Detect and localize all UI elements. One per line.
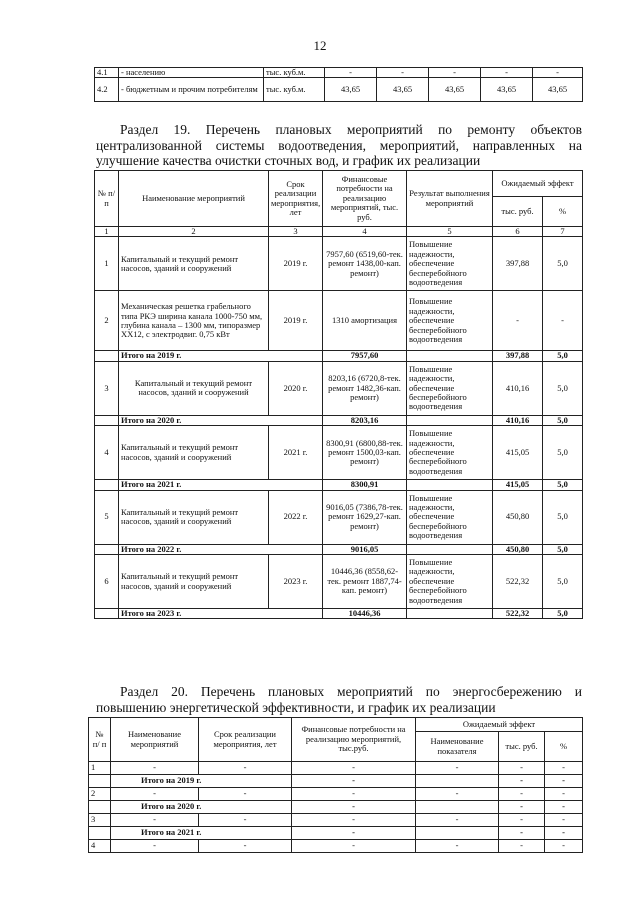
cell-value: 43,65 <box>325 78 377 102</box>
cell-result: Повышение надежности, обеспечение бесперебойного водоотведения <box>407 361 493 415</box>
cell-result: Повышение надежности, обеспечение бесперебойного водоотведения <box>407 237 493 291</box>
column-number: 6 <box>493 227 543 237</box>
cell-pct: 5,0 <box>543 237 583 291</box>
total-rub: - <box>499 801 545 814</box>
cell-value: - <box>481 68 533 78</box>
total-pct: 5,0 <box>543 480 583 490</box>
cell-num: 2 <box>95 291 119 351</box>
cell-indicator: - <box>416 840 499 853</box>
cell-name: - населению <box>119 68 264 78</box>
cell-value: - <box>325 68 377 78</box>
cell-num: 3 <box>89 814 111 827</box>
total-rub: 415,05 <box>493 480 543 490</box>
cell-indicator: - <box>416 788 499 801</box>
cell-name: Капитальный и текущий ремонт насосов, зданий и сооружений <box>119 361 269 415</box>
header-result: Результат выполнения мероприятий <box>407 171 493 227</box>
table-row <box>89 840 583 853</box>
cell-result: Повышение надежности, обеспечение бесперебойного водоотведения <box>407 426 493 480</box>
cell-pct: 5,0 <box>543 555 583 609</box>
total-row <box>89 827 583 840</box>
cell-year: 2019 г. <box>269 237 323 291</box>
total-pct: 5,0 <box>543 609 583 619</box>
cell-rub: - <box>499 762 545 775</box>
cell-indicator: - <box>416 762 499 775</box>
total-row <box>95 351 583 361</box>
cell-rub: 410,16 <box>493 361 543 415</box>
cell-result: Повышение надежности, обеспечение бесперебойного водоотведения <box>407 490 493 544</box>
cell-pct: - <box>545 814 583 827</box>
cell-year: 2022 г. <box>269 490 323 544</box>
total-label: Итого на 2019 г. <box>119 351 323 361</box>
table-row <box>95 426 583 480</box>
cell-rub: - <box>493 291 543 351</box>
cell-name: - <box>111 814 199 827</box>
cell-num: 6 <box>95 555 119 609</box>
cell-result: Повышение надежности, обеспечение бесперебойного водоотведения <box>407 555 493 609</box>
cell-name: - <box>111 762 199 775</box>
cell-period: - <box>199 840 292 853</box>
cell-finance: 9016,05 (7386,78-тек. ремонт 1629,27-кап. ремонт) <box>323 490 407 544</box>
cell-pct: - <box>545 840 583 853</box>
cell-result: Повышение надежности, обеспечение бесперебойного водоотведения <box>407 291 493 351</box>
total-label: Итого на 2023 г. <box>119 609 323 619</box>
cell-num: 5 <box>95 490 119 544</box>
column-number: 3 <box>269 227 323 237</box>
total-row <box>95 609 583 619</box>
table-row <box>89 788 583 801</box>
cell-name: Механическая решетка грабельного типа РКЭ ширина канала 1000-750 мм, глубина канала – 1300 мм, типоразмер ХХ12, с электродвиг. 0,75 кВт <box>119 291 269 351</box>
total-finance: 9016,05 <box>323 544 407 554</box>
top-table <box>94 67 583 102</box>
cell-period: - <box>199 762 292 775</box>
table-row <box>95 291 583 351</box>
cell-num: 1 <box>89 762 111 775</box>
cell-pct: 5,0 <box>543 426 583 480</box>
total-rub: 450,80 <box>493 544 543 554</box>
cell-rub: - <box>499 788 545 801</box>
header-rub: тыс. руб. <box>499 732 545 762</box>
cell-value: 43,65 <box>429 78 481 102</box>
total-pct: - <box>545 775 583 788</box>
cell-rub: 415,05 <box>493 426 543 480</box>
header-name: Наименование мероприятий <box>111 718 199 762</box>
cell-indicator: - <box>416 814 499 827</box>
total-finance: - <box>292 801 416 814</box>
total-row <box>89 775 583 788</box>
cell-pct: 5,0 <box>543 361 583 415</box>
table-row <box>95 490 583 544</box>
table-row <box>95 361 583 415</box>
total-pct: 5,0 <box>543 544 583 554</box>
cell-num: 1 <box>95 237 119 291</box>
total-pct: - <box>545 827 583 840</box>
cell-pct: - <box>543 291 583 351</box>
cell-period: - <box>199 814 292 827</box>
cell-finance: 1310 амортизация <box>323 291 407 351</box>
cell-finance: 10446,36 (8558,62-тек. ремонт 1887,74-кап. ремонт) <box>323 555 407 609</box>
cell-num: 4.2 <box>95 78 119 102</box>
total-rub: - <box>499 827 545 840</box>
total-label: Итого на 2019 г. <box>111 775 292 788</box>
cell-year: 2021 г. <box>269 426 323 480</box>
cell-name: Капитальный и текущий ремонт насосов, зданий и сооружений <box>119 426 269 480</box>
cell-finance: 8300,91 (6800,88-тек. ремонт 1500,03-кап. ремонт) <box>323 426 407 480</box>
cell-finance: - <box>292 788 416 801</box>
cell-value: - <box>533 68 583 78</box>
cell-num: 4 <box>89 840 111 853</box>
total-rub: 397,88 <box>493 351 543 361</box>
total-row <box>95 544 583 554</box>
total-label: Итого на 2022 г. <box>119 544 323 554</box>
column-number: 2 <box>119 227 269 237</box>
cell-finance: 8203,16 (6720,8-тек. ремонт 1482,36-кап. ремонт) <box>323 361 407 415</box>
cell-unit: тыс. куб.м. <box>264 68 325 78</box>
column-number: 1 <box>95 227 119 237</box>
header-effect: Ожидаемый эффект <box>493 171 583 197</box>
column-number: 5 <box>407 227 493 237</box>
header-rub: тыс. руб. <box>493 197 543 227</box>
table-row <box>95 68 583 78</box>
cell-name: - <box>111 788 199 801</box>
total-finance: 10446,36 <box>323 609 407 619</box>
cell-period: - <box>199 788 292 801</box>
cell-value: - <box>377 68 429 78</box>
cell-pct: 5,0 <box>543 490 583 544</box>
cell-value: 43,65 <box>377 78 429 102</box>
header-finance: Финансовые потребности на реализацию мероприятий, тыс. руб. <box>323 171 407 227</box>
section19-heading: Раздел 19. Перечень плановых мероприятий по ремонту объектов централизованной системы водоотведения, мероприятий, направленных на улучшение качества очистки сточных вод, и график их реализации <box>96 122 582 168</box>
header-effect: Ожидаемый эффект <box>416 718 583 732</box>
cell-rub: 522,32 <box>493 555 543 609</box>
cell-num: 4.1 <box>95 68 119 78</box>
column-number: 4 <box>323 227 407 237</box>
cell-rub: - <box>499 814 545 827</box>
header-pct: % <box>543 197 583 227</box>
column-number: 7 <box>543 227 583 237</box>
total-row <box>95 480 583 490</box>
total-finance: 8300,91 <box>323 480 407 490</box>
cell-name: - <box>111 840 199 853</box>
header-num: № п/ п <box>95 171 119 227</box>
total-finance: 8203,16 <box>323 415 407 425</box>
cell-value: 43,65 <box>533 78 583 102</box>
header-pct: % <box>545 732 583 762</box>
cell-pct: - <box>545 762 583 775</box>
cell-rub: - <box>499 840 545 853</box>
header-period: Срок реализации мероприятия, лет <box>199 718 292 762</box>
table-row <box>95 555 583 609</box>
section20-heading: Раздел 20. Перечень плановых мероприятий по энергосбережению и повышению энергетической эффективности, и график их реализации <box>96 684 582 715</box>
column-numbers-row <box>95 227 583 237</box>
total-label: Итого на 2020 г. <box>111 801 292 814</box>
total-label: Итого на 2021 г. <box>119 480 323 490</box>
cell-finance: - <box>292 762 416 775</box>
cell-finance: 7957,60 (6519,60-тек. ремонт 1438,00-кап. ремонт) <box>323 237 407 291</box>
total-pct: 5,0 <box>543 415 583 425</box>
cell-finance: - <box>292 840 416 853</box>
cell-num: 2 <box>89 788 111 801</box>
section19-table <box>94 170 583 619</box>
total-finance: 7957,60 <box>323 351 407 361</box>
header-finance: Финансовые потребности на реализацию мероприятий, тыс.руб. <box>292 718 416 762</box>
total-pct: - <box>545 801 583 814</box>
section20-table <box>88 717 583 853</box>
header-num: № п/ п <box>89 718 111 762</box>
page-number: 12 <box>313 38 327 53</box>
cell-year: 2019 г. <box>269 291 323 351</box>
header-row <box>89 718 583 732</box>
cell-name: Капитальный и текущий ремонт насосов, зданий и сооружений <box>119 555 269 609</box>
cell-num: 4 <box>95 426 119 480</box>
header-period: Срок реализации мероприятия, лет <box>269 171 323 227</box>
table-row <box>89 762 583 775</box>
cell-unit: тыс. куб.м. <box>264 78 325 102</box>
total-finance: - <box>292 775 416 788</box>
cell-finance: - <box>292 814 416 827</box>
cell-value: 43,65 <box>481 78 533 102</box>
header-name: Наименование мероприятий <box>119 171 269 227</box>
total-rub: 522,32 <box>493 609 543 619</box>
cell-year: 2020 г. <box>269 361 323 415</box>
cell-rub: 450,80 <box>493 490 543 544</box>
total-row <box>95 415 583 425</box>
table-row <box>95 237 583 291</box>
cell-name: Капитальный и текущий ремонт насосов, зданий и сооружений <box>119 237 269 291</box>
total-rub: 410,16 <box>493 415 543 425</box>
total-rub: - <box>499 775 545 788</box>
total-label: Итого на 2020 г. <box>119 415 323 425</box>
total-label: Итого на 2021 г. <box>111 827 292 840</box>
header-row <box>95 171 583 197</box>
cell-value: - <box>429 68 481 78</box>
cell-name: - бюджетным и прочим потребителям <box>119 78 264 102</box>
cell-num: 3 <box>95 361 119 415</box>
table-row <box>89 814 583 827</box>
total-finance: - <box>292 827 416 840</box>
total-pct: 5,0 <box>543 351 583 361</box>
cell-name: Капитальный и текущий ремонт насосов, зданий и сооружений <box>119 490 269 544</box>
total-row <box>89 801 583 814</box>
header-indicator: Наименование показателя <box>416 732 499 762</box>
cell-pct: - <box>545 788 583 801</box>
table-row <box>95 78 583 102</box>
cell-rub: 397,88 <box>493 237 543 291</box>
cell-year: 2023 г. <box>269 555 323 609</box>
